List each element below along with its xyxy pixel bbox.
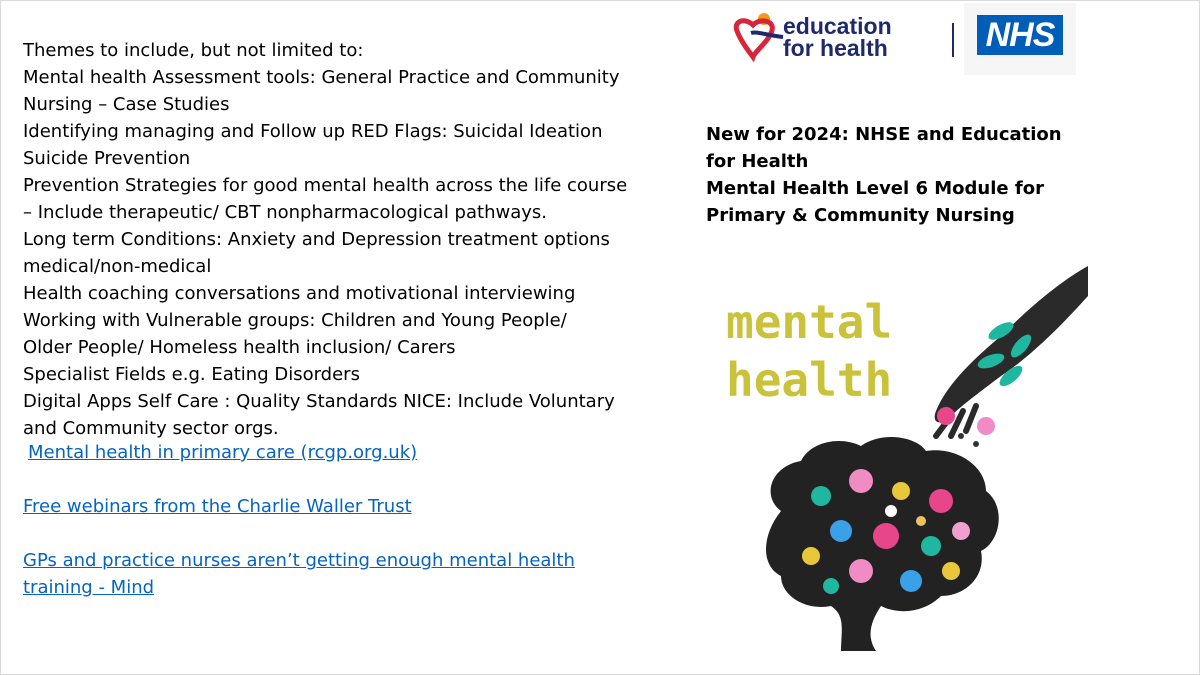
illustration-word-health: health — [726, 353, 893, 407]
theme-line: Identifying managing and Follow up RED Flags: Suicidal Ideation — [23, 121, 603, 142]
theme-line: Older People/ Homeless health inclusion/ Carers — [23, 337, 456, 358]
heading-line1: New for 2024: NHSE and Education — [706, 124, 1062, 145]
mental-health-illustration — [701, 266, 1088, 658]
efh-line2: for health — [783, 35, 888, 61]
theme-line: Prevention Strategies for good mental health across the life course — [23, 175, 628, 196]
theme-line: and Community sector orgs. — [23, 418, 279, 439]
theme-line: medical/non-medical — [23, 256, 212, 277]
mind-link-line1[interactable]: GPs and practice nurses aren’t getting enough mental health — [23, 550, 575, 571]
heart-person-icon — [731, 11, 791, 67]
heading-line2: for Health — [706, 151, 809, 172]
themes-intro: Themes to include, but not limited to: — [23, 40, 364, 61]
themes-text — [23, 37, 663, 442]
theme-line: Mental health Assessment tools: General Practice and Community — [23, 67, 620, 88]
rcgp-link[interactable]: Mental health in primary care (rcgp.org.uk) — [28, 442, 418, 463]
theme-line: Digital Apps Self Care : Quality Standards NICE: Include Voluntary — [23, 391, 615, 412]
theme-line: Health coaching conversations and motivational interviewing — [23, 283, 576, 304]
heading-line3: Mental Health Level 6 Module for — [706, 178, 1044, 199]
theme-line: – Include therapeutic/ CBT nonpharmacological pathways. — [23, 202, 547, 223]
mind-link-line2[interactable]: training - Mind — [23, 577, 155, 598]
logo-divider — [952, 23, 954, 57]
efh-line1: education — [783, 13, 892, 39]
charlie-waller-link[interactable]: Free webinars from the Charlie Waller Trust — [23, 496, 412, 517]
education-for-health-logo — [731, 9, 951, 69]
nhs-logo-box — [964, 3, 1076, 75]
theme-line: Specialist Fields e.g. Eating Disorders — [23, 364, 360, 385]
theme-line: Long term Conditions: Anxiety and Depression treatment options — [23, 229, 610, 250]
links-section — [23, 439, 663, 601]
theme-line: Working with Vulnerable groups: Children and Young People/ — [23, 310, 567, 331]
heading-line4: Primary & Community Nursing — [706, 205, 1015, 226]
theme-line: Suicide Prevention — [23, 148, 191, 169]
nhs-logo: NHS — [977, 15, 1063, 55]
efh-wordmark — [783, 15, 892, 59]
illustration-word-mental: mental — [726, 295, 893, 349]
theme-line: Nursing – Case Studies — [23, 94, 230, 115]
module-heading — [706, 121, 1066, 229]
